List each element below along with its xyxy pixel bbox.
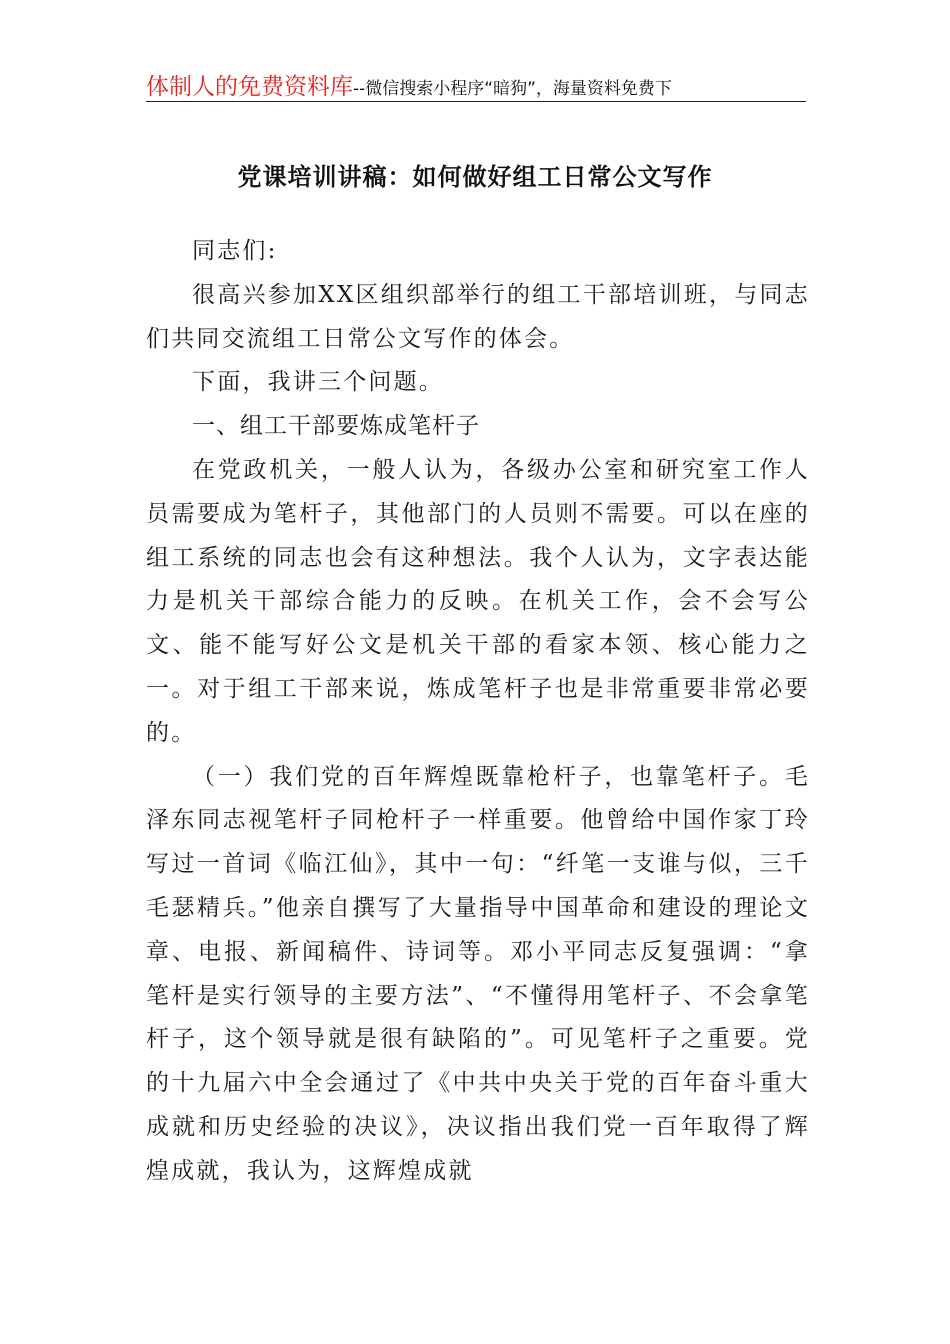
body-paragraph: 在党政机关，一般人认为，各级办公室和研究室工作人员需要成为笔杆子，其他部门的人员则不需要。可以在座的组工系统的同志也会有这种想法。我个人认为，文字表达能力是机关干部综合能力的反映。在机关工作，会不会写公文、能不能写好公文是机关干部的看家本领、核心能力之一。对于组工干部来说，炼成笔杆子也是非常重要非常必要的。 (146, 456, 810, 746)
body-paragraph: （一）我们党的百年辉煌既靠枪杆子，也靠笔杆子。毛泽东同志视笔杆子同枪杆子一样重要。他曾给中国作家丁玲写过一首词《临江仙》，其中一句：“纤笔一支谁与似，三千毛瑟精兵。”他亲自撰写了大量指导中国革命和建设的理论文章、电报、新闻稿件、诗词等。邓小平同志反复强调：“拿笔杆是实行领导的主要方法”、“不懂得用笔杆子、不会拿笔杆子，这个领导就是很有缺陷的”。可见笔杆子之重要。党的十九届六中全会通过了《中共中央关于党的百年奋斗重大成就和历史经验的决议》，决议指出我们党一百年取得了辉煌成就，我认为，这辉煌成就 (146, 763, 810, 1184)
salutation: 同志们: (192, 238, 278, 264)
section-heading: 一、组工干部要炼成笔杆子 (192, 413, 480, 440)
body-paragraph: 下面，我讲三个问题。 (192, 369, 444, 396)
body-paragraph: 很高兴参加XX区组织部举行的组工干部培训班，与同志们共同交流组工日常公文写作的体会。 (146, 281, 810, 352)
document-body (146, 230, 810, 1194)
header-brand: 体制人的免费资料库 (146, 74, 353, 100)
document-title: 党课培训讲稿：如何做好组工日常公文写作 (237, 162, 713, 191)
header-divider (146, 101, 806, 102)
document-header (146, 68, 805, 102)
header-tagline: --微信搜索小程序“暗狗”，海量资料免费下 (353, 79, 672, 99)
